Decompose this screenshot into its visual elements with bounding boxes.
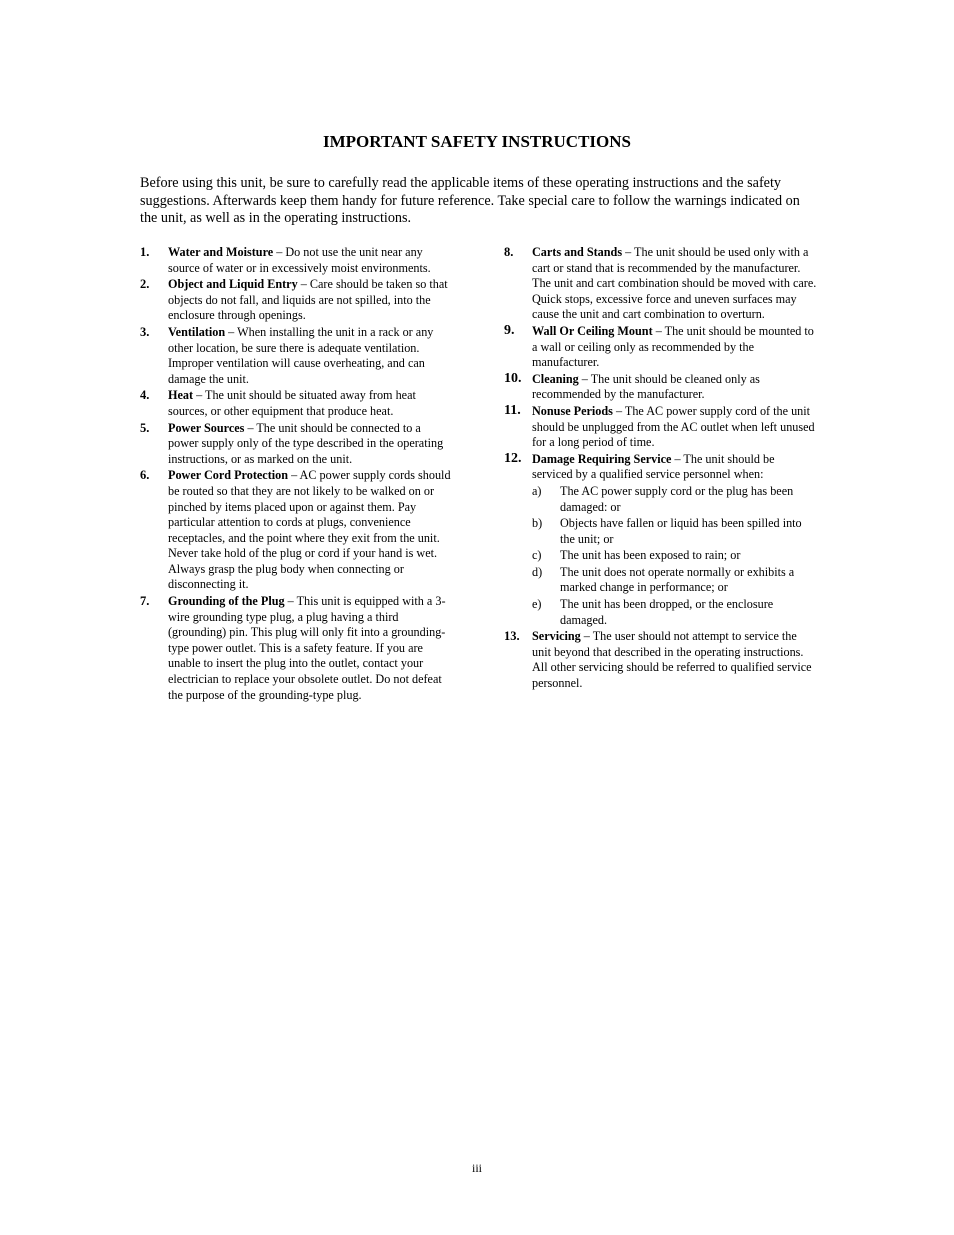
- item-number: 5.: [140, 420, 150, 435]
- instructions-right-column: [504, 245, 818, 693]
- item-number: 7.: [140, 594, 150, 609]
- item-text: – Do not use the unit near any source of water or in excessively moist environments.: [168, 245, 431, 275]
- item-number: 1.: [140, 245, 150, 259]
- item-number: 3.: [140, 324, 150, 339]
- sub-text: Objects have fallen or liquid has been spilled into the unit; or: [560, 516, 802, 546]
- sub-letter: b): [532, 516, 543, 531]
- sub-text: The AC power supply cord or the plug has been damaged: or: [560, 483, 794, 514]
- item-title: Nonuse Periods: [532, 403, 613, 418]
- sub-letter: d): [532, 564, 543, 579]
- instruction-item-10: [504, 372, 818, 403]
- item-number: 12.: [504, 450, 522, 466]
- service-condition-item: [532, 516, 818, 547]
- item-text: – The unit should be mounted to a wall or ceiling only as recommended by the manufacturer.: [532, 323, 814, 370]
- instruction-item-2: [140, 277, 452, 324]
- sub-text: The unit has been exposed to rain; or: [560, 548, 741, 563]
- sub-text: The unit has been dropped, or the enclosure damaged.: [560, 597, 774, 627]
- item-number: 8.: [504, 245, 514, 259]
- sub-text: The unit does not operate normally or exhibits a marked change in performance; or: [560, 564, 795, 595]
- page-number: iii: [471, 1161, 482, 1175]
- item-number: 2.: [140, 277, 150, 292]
- item-title: Object and Liquid Entry: [168, 277, 298, 292]
- item-title: Carts and Stands: [532, 245, 623, 259]
- item-text: – The user should not attempt to service the unit beyond that described in the operating instructions. All other servicing should be referred to qualified service personnel.: [532, 629, 812, 691]
- sub-letter: a): [532, 483, 542, 498]
- item-text: – The unit should be cleaned only as recommended by the manufacturer.: [532, 371, 760, 402]
- service-conditions-list: [532, 484, 818, 628]
- instruction-item-5: [140, 421, 452, 468]
- page-title: IMPORTANT SAFETY INSTRUCTIONS: [323, 132, 631, 151]
- item-number: 10.: [504, 370, 522, 386]
- item-number: 11.: [504, 402, 521, 418]
- service-condition-item: [532, 548, 818, 564]
- item-text: – When installing the unit in a rack or any other location, be sure there is adequate ventilation. Improper ventilation will cause overheating, and can damage the unit.: [168, 324, 434, 386]
- instruction-item-12: [504, 452, 818, 629]
- item-title: Heat: [168, 388, 194, 403]
- item-title: Grounding of the Plug: [168, 594, 285, 609]
- service-condition-item: [532, 484, 818, 515]
- item-text: – Care should be taken so that objects do not fall, and liquids are not spilled, into the enclosure through openings.: [168, 277, 448, 323]
- instructions-left-column: [140, 245, 452, 704]
- item-title: Ventilation: [168, 324, 226, 339]
- sub-letter: e): [532, 597, 542, 612]
- item-text: – The unit should be serviced by a qualified service personnel when:: [532, 451, 775, 482]
- item-title: Water and Moisture: [168, 245, 274, 259]
- item-title: Wall Or Ceiling Mount: [532, 323, 653, 338]
- item-title: Power Cord Protection: [168, 468, 289, 483]
- instruction-item-3: [140, 325, 452, 387]
- instruction-item-8: [504, 245, 818, 323]
- instruction-item-7: [140, 594, 452, 703]
- instruction-item-13: [504, 629, 818, 691]
- item-title: Damage Requiring Service: [532, 451, 672, 466]
- item-text: – The unit should be used only with a cart or stand that is recommended by the manufacturer. The unit and cart combination should be moved with care. Quick stops, excessive force and uneven surfaces may cause the unit and cart combination to overturn.: [532, 245, 817, 322]
- instruction-item-1: [140, 245, 452, 276]
- item-text: – This unit is equipped with a 3-wire grounding type plug, a plug having a third (grounding) pin. This plug will only fit into a grounding-type power outlet. This is a safety feature. If you are unable to insert the plug into the outlet, contact your electrician to replace your obsolete outlet. Do not defeat the purpose of the grounding-type plug.: [168, 594, 446, 702]
- item-title: Cleaning: [532, 371, 579, 386]
- instruction-item-6: [140, 468, 452, 593]
- instruction-item-4: [140, 388, 452, 419]
- item-text: – The unit should be connected to a power supply only of the type described in the operating instructions, or as marked on the unit.: [168, 420, 444, 466]
- item-title: Power Sources: [168, 420, 245, 435]
- item-number: 9.: [504, 322, 515, 338]
- instruction-item-11: [504, 404, 818, 451]
- intro-paragraph: Before using this unit, be sure to carefully read the applicable items of these operating instructions and the safety suggestions. Afterwards keep them handy for future reference. Take special care to follow the warnings indicated on the unit, as well as in the operating instructions.: [140, 175, 800, 227]
- item-number: 4.: [140, 388, 150, 403]
- sub-letter: c): [532, 548, 542, 563]
- item-number: 13.: [504, 629, 520, 644]
- service-condition-item: [532, 597, 818, 628]
- item-title: Servicing: [532, 629, 581, 644]
- item-text: – The AC power supply cord of the unit should be unplugged from the AC outlet when left unused for a long period of time.: [532, 403, 815, 450]
- instruction-item-9: [504, 324, 818, 371]
- item-number: 6.: [140, 468, 150, 483]
- item-text: – AC power supply cords should be routed so that they are not likely to be walked on or pinched by items placed upon or against them. Pay particular attention to cords at plugs, convenience receptacles, and the point where they exit from the unit. Never take hold of the plug or cord if your hand is wet. Always grasp the plug body when connecting or disconnecting it.: [168, 468, 451, 592]
- item-text: – The unit should be situated away from heat sources, or other equipment that produce heat.: [168, 388, 416, 418]
- service-condition-item: [532, 565, 818, 596]
